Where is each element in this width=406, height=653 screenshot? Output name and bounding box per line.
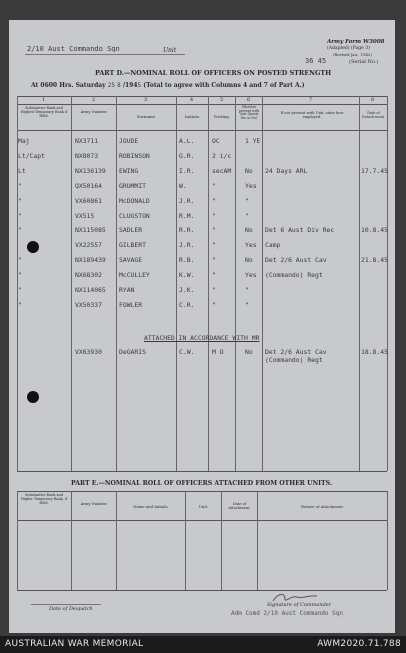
attached-employed-2: (Commando) Regt <box>265 356 323 364</box>
cell-surname: FOWLER <box>119 300 143 309</box>
unit-underline <box>25 54 185 55</box>
attached-surname: DeGARIS <box>119 348 146 356</box>
form-revised: (Revised Jan., 1942) <box>333 52 372 57</box>
header-rank: Substantive Rank and Highest Temporary Rank if Held. <box>20 106 68 118</box>
cell-date: 21.8.45 <box>361 256 388 265</box>
cell-posting: " <box>212 271 216 280</box>
cell-surname: SAVAGE <box>119 256 143 265</box>
cell-surname: McCULLEY <box>119 271 150 280</box>
cell-posting: " <box>212 211 216 220</box>
cell-number: NX68302 <box>75 271 102 280</box>
attached-initials: C.W. <box>179 348 195 356</box>
cell-present: Yes <box>245 181 257 190</box>
cell-employed: Camp <box>265 241 281 250</box>
officer-row <box>9 283 395 297</box>
serial-label: (Serial No.) <box>349 59 379 65</box>
cell-surname: JOUDE <box>119 137 139 145</box>
e-header-number: Army Number. <box>80 502 108 506</box>
cell-rank: Maj <box>18 137 30 145</box>
cell-number: VX515 <box>75 211 95 220</box>
cell-present: " <box>245 286 249 294</box>
cell-surname: CLUGSTON <box>119 211 150 220</box>
cell-surname: ROBINSON <box>119 151 150 160</box>
cell-date: 10.8.45 <box>361 226 388 235</box>
cell-employed: Det 2/6 Aust Cav <box>265 256 327 265</box>
part-d-date-line: At 0600 Hrs. Saturday 25 8 /1945 (Total to agree with Columns 4 and 7 of Part A.) <box>31 82 305 89</box>
officer-row <box>9 164 395 178</box>
officer-row <box>9 253 395 267</box>
cell-initials: A.L. <box>179 137 195 145</box>
cell-present: 1 YE <box>245 137 261 145</box>
cell-present: Yes <box>245 241 257 250</box>
col-num-5: 5 <box>220 97 224 103</box>
cell-posting: " <box>212 181 216 190</box>
form-title: Army Form W3008 <box>327 39 385 45</box>
header-posting: Posting. <box>213 114 231 119</box>
attached-date: 18.8.45 <box>361 348 388 356</box>
officer-row <box>9 134 395 148</box>
header-army-number: Army Number. <box>80 110 108 114</box>
cell-initials: C.R. <box>179 300 195 309</box>
cell-number: NX115085 <box>75 226 106 235</box>
cell-posting: " <box>212 256 216 265</box>
cell-posting: " <box>212 226 216 235</box>
unit-label: Unit <box>163 47 177 54</box>
serial-number: 36 45 <box>305 57 327 65</box>
cell-rank: " <box>18 271 22 280</box>
attached-employed: Det 2/6 Aust Cav <box>265 348 327 356</box>
cell-present: No <box>245 226 253 235</box>
binder-hole-top <box>27 241 39 253</box>
cell-present: " <box>245 300 249 309</box>
e-header-unit: Unit. <box>198 504 209 509</box>
col-num-4: 4 <box>190 97 194 103</box>
cell-initials: I.R. <box>179 166 195 175</box>
cell-posting: 2 i/c <box>212 151 232 160</box>
attached-heading: ATTACHED IN ACCORDANCE WITH MR <box>144 334 260 342</box>
cell-rank: " <box>18 181 22 190</box>
officer-row <box>9 223 395 237</box>
cell-initials: R.R. <box>179 226 195 235</box>
cell-present: " <box>245 196 249 205</box>
header-employed: If not present with Unit, state how employed. <box>280 111 344 120</box>
header-surname: Surname. <box>136 114 157 119</box>
date-year: 5 <box>137 82 142 89</box>
cell-surname: RYAN <box>119 286 135 294</box>
date-month: 8 <box>117 82 121 89</box>
cell-posting: OC <box>212 137 220 145</box>
col-num-1: 1 <box>42 97 46 103</box>
cell-number: NX189439 <box>75 256 106 265</box>
cell-initials: J.R. <box>179 196 195 205</box>
cell-number: VX50337 <box>75 300 102 309</box>
cell-initials: R.B. <box>179 256 195 265</box>
col-num-2: 2 <box>92 97 96 103</box>
document-page <box>9 20 395 633</box>
cell-rank: " <box>18 286 22 294</box>
cell-initials: J.R. <box>179 241 195 250</box>
cell-posting: " <box>212 286 216 294</box>
cell-number: NX136139 <box>75 166 106 175</box>
cell-rank: " <box>18 300 22 309</box>
cell-employed: Det 6 Aust Div Rec <box>265 226 335 235</box>
cell-initials: W. <box>179 181 187 190</box>
credit-bar <box>0 636 406 653</box>
officer-row <box>9 149 395 163</box>
date-day: 25 <box>107 82 115 89</box>
part-e-title: PART E.—NOMINAL ROLL OF OFFICERS ATTACHED FROM OTHER UNITS. <box>71 480 333 487</box>
cell-initials: R.M. <box>179 211 195 220</box>
cell-number: VX60861 <box>75 196 102 205</box>
attached-row <box>9 345 395 359</box>
cell-surname: McDONALD <box>119 196 150 205</box>
binder-hole-bottom <box>27 391 39 403</box>
cell-number: NX8073 <box>75 151 99 160</box>
cell-rank: Lt <box>18 166 26 175</box>
cell-initials: J.K. <box>179 286 195 294</box>
attached-posting: M O <box>212 348 224 356</box>
cell-employed: 24 Days ARL <box>265 166 308 175</box>
col-num-8: 8 <box>371 97 375 103</box>
cell-surname: EWING <box>119 166 139 175</box>
cell-initials: G.R. <box>179 151 195 160</box>
header-date: Date of Detach-ment. <box>361 111 386 120</box>
officer-row <box>9 268 395 282</box>
cell-present: " <box>245 211 249 220</box>
cell-number: VX22557 <box>75 241 102 250</box>
officer-row <box>9 209 395 223</box>
cell-posting: " <box>212 241 216 250</box>
commander-stamp: Adm Comd 2/10 Aust Commando Sqn <box>231 610 343 617</box>
cell-present: No <box>245 256 253 265</box>
cell-surname: SADLER <box>119 226 143 235</box>
officer-row <box>9 238 395 252</box>
credit-left: AUSTRALIAN WAR MEMORIAL <box>5 639 144 649</box>
cell-rank: " <box>18 256 22 265</box>
attached-number: VX63930 <box>75 348 102 356</box>
cell-surname: GRUMMIT <box>119 181 146 190</box>
cell-present: Yes <box>245 271 257 280</box>
attached-present: No <box>245 348 253 356</box>
despatch-label: Date of Despatch <box>49 606 93 612</box>
cell-rank: " <box>18 196 22 205</box>
officer-row <box>9 194 395 208</box>
col-num-3: 3 <box>144 97 148 103</box>
cell-initials: K.W. <box>179 271 195 280</box>
cell-rank: Lt/Capt <box>18 151 45 160</box>
form-adapted: (Adapted) (Page 3) <box>327 46 370 51</box>
e-header-rank: Substantive Rank and Higher Temporary Rank, if Held. <box>20 493 68 505</box>
cell-employed: (Commando) Regt <box>265 271 323 280</box>
cell-rank: " <box>18 226 22 235</box>
col-num-7: 7 <box>309 97 313 103</box>
part-d-title: PART D.—NOMINAL ROLL OF OFFICERS ON POSTED STRENGTH <box>95 69 332 77</box>
cell-posting: " <box>212 196 216 205</box>
officer-row <box>9 179 395 193</box>
header-initials: Initials. <box>184 114 201 119</box>
cell-present: No <box>245 166 253 175</box>
cell-number: QX50164 <box>75 181 102 190</box>
credit-right: AWM2020.71.788 <box>317 639 401 649</box>
cell-date: 17.7.45 <box>361 166 388 175</box>
col-num-6: 6 <box>247 97 251 103</box>
cell-posting: secAM <box>212 166 232 175</box>
e-header-name: Name and Initials. <box>133 504 169 509</box>
e-header-nature: Nature of Attachment. <box>300 504 345 509</box>
unit-name: 2/10 Aust Commando Sqn <box>27 45 120 53</box>
cell-surname: GILBERT <box>119 241 146 250</box>
signature-label: Signature of Commander <box>267 602 332 608</box>
header-present: Whether present with Unit (Insert Yes or No) <box>238 105 260 121</box>
cell-number: NX3711 <box>75 137 99 145</box>
e-header-date: Date of Attachment. <box>228 502 251 511</box>
cell-number: NX114065 <box>75 286 106 294</box>
cell-rank: " <box>18 211 22 220</box>
cell-posting: " <box>212 300 216 309</box>
officer-row <box>9 298 395 312</box>
